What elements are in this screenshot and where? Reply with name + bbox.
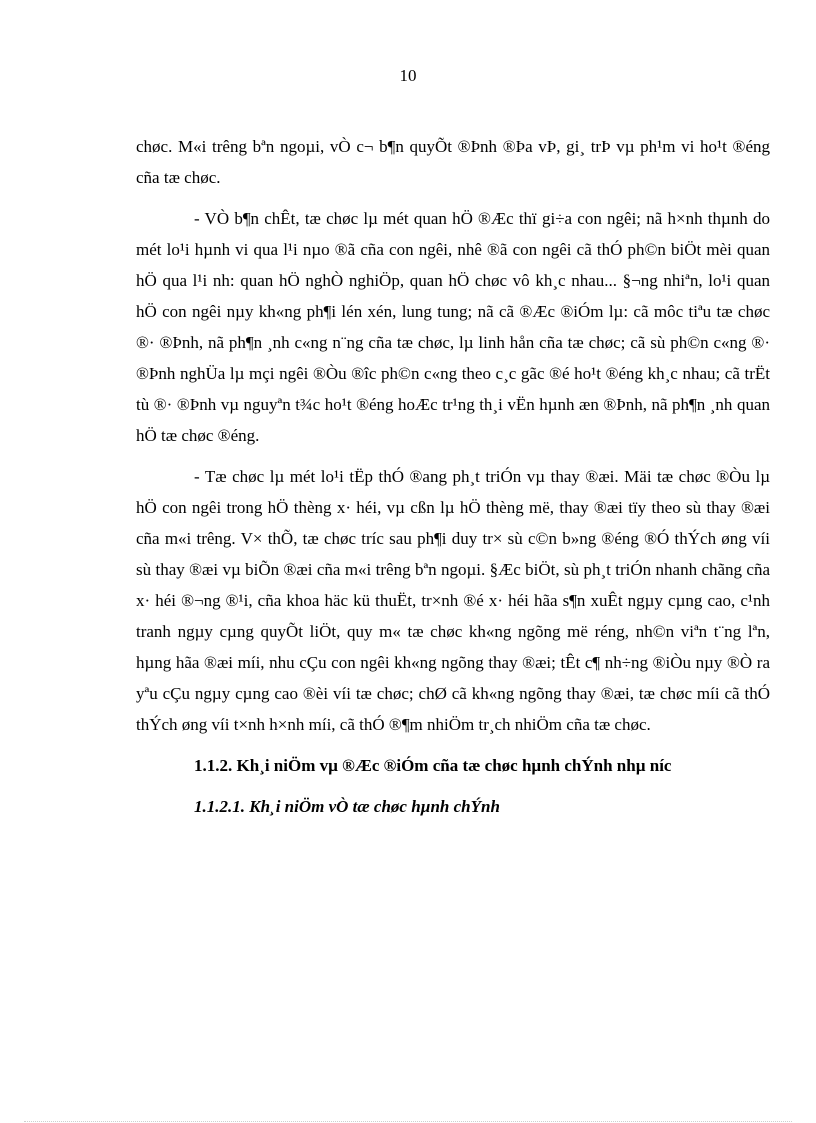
body-text (136, 131, 770, 832)
subsection-heading: 1.1.2.1. Kh¸i niÖm vÒ tæ chøc hµnh chÝnh (194, 797, 500, 816)
paragraph-continuation: chøc. M«i trêng bªn ngoµi, vÒ c¬ b¶n quyÕt ®Þnh ®Þa vÞ, gi¸ trÞ vµ ph¹m vi ho¹t ®éng cña tæ chøc. (136, 137, 770, 187)
section-heading: 1.1.2. Kh¸i niÖm vµ ®Æc ®iÓm cña tæ chøc hµnh chÝnh nhµ níc (194, 756, 672, 775)
paragraph-nature-of-organization: - VÒ b¶n chÊt, tæ chøc lµ mét quan hÖ ®Æc thï gi÷a con ngêi; nã h×nh thµnh do mét lo¹i hµnh vi qua l¹i nµo ®ã cña con ngêi, nhê ®ã con ngêi cã thÓ ph©n biÖt mèi quan hÖ qua l¹i nh: quan hÖ nghÒ nghiÖp, quan hÖ chøc vô kh¸c nhau... §¬ng nhiªn, lo¹i quan hÖ con ngêi nµy kh«ng ph¶i lén xén, lung tung; nã cã ®Æc ®iÓm lµ: cã môc tiªu tæ chøc ®· ®Þnh, nã ph¶n ¸nh c«ng n¨ng cña tæ chøc, lµ linh hån cña tæ chøc; cã sù ph©n c«ng ®· ®Þnh nghÜa lµ mçi ngêi ®Òu ®îc ph©n c«ng theo c¸c gãc ®é ho¹t ®éng kh¸c nhau; cã trËt tù ®· ®Þnh vµ nguyªn t¾c ho¹t ®éng hoÆc tr¹ng th¸i vËn hµnh æn ®Þnh, nã ph¶n ¸nh quan hÖ tæ chøc ®éng. (136, 209, 770, 445)
page-number: 10 (399, 66, 417, 85)
page-bottom-divider (24, 1121, 792, 1122)
paragraph-developing-organization: - Tæ chøc lµ mét lo¹i tËp thÓ ®ang ph¸t triÓn vµ thay ®æi. Mäi tæ chøc ®Òu lµ hÖ con ngêi trong hÖ thèng x· héi, vµ cßn lµ hÖ thèng më, thay ®æi tïy theo sù thay ®æi cña m«i trêng. V× thÕ, tæ chøc tríc sau ph¶i duy tr× sù c©n b»ng ®éng ®Ó thÝch øng víi sù thay ®æi vµ biÕn ®æi cña m«i trêng bªn ngoµi. §Æc biÖt, sù ph¸t triÓn nhanh chãng cña x· héi ®¬ng ®¹i, cña khoa häc kü thuËt, tr×nh ®é x· héi hãa s¶n xuÊt ngµy cµng cao, c¹nh tranh ngµy cµng quyÕt liÖt, quy m« tæ chøc kh«ng ngõng më réng, nh©n viªn t¨ng lªn, hµng hãa ®æi míi, nhu cÇu con ngêi kh«ng ngõng thay ®æi; tÊt c¶ nh÷ng ®iÒu nµy ®Ò ra yªu cÇu ngµy cµng cao ®èi víi tæ chøc; chØ cã kh«ng ngõng thay ®æi, tæ chøc míi cã thÓ thÝch øng víi t×nh h×nh míi, cã thÓ ®¶m nhiÖm tr¸ch nhiÖm cña tæ chøc. (136, 467, 770, 734)
